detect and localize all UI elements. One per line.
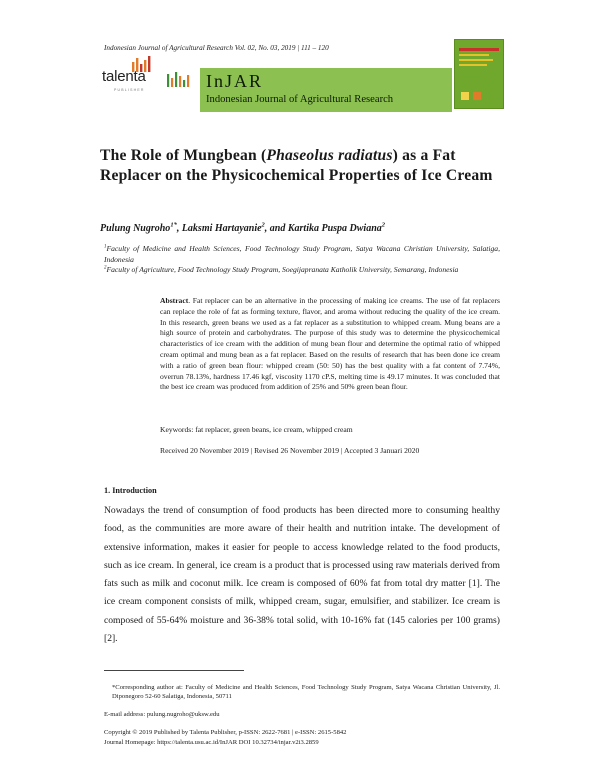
- journal-header: [102, 56, 502, 105]
- corresponding-author-footnote: *Corresponding author at: Faculty of Medicine and Health Sciences, Food Technology Study Program, Satya Wacana Christian University, Jl. Diponegoro 52-60 Salatiga, Indonesia, 50711: [112, 684, 500, 701]
- publisher-logo: [102, 56, 198, 100]
- submission-dates: Received 20 November 2019 | Revised 26 November 2019 | Accepted 3 Januari 2020: [160, 446, 420, 455]
- journal-title-box: [200, 68, 452, 112]
- affiliation-2: $^2$Faculty of Agriculture, Food Technology Study Program, Soegijapranata Katholik University, Semarang, Indonesia: [104, 265, 459, 274]
- journal-homepage-line: Journal Homepage: https://talenta.usu.ac.id/InJAR DOI 10.32734/injar.v2i3.2859: [104, 739, 319, 746]
- title-part-2: ) as a Fat Replacer on the Physicochemical Properties of Ice Cream: [100, 147, 493, 184]
- paper-title: [100, 146, 500, 186]
- copyright-line: Copyright © 2019 Published by Talenta Publisher, p-ISSN: 2622-7681 | e-ISSN: 2615-5842: [104, 729, 347, 736]
- logo-word: talenta: [102, 68, 146, 85]
- title-species-name: Phaseolus radiatus: [266, 147, 393, 164]
- journal-full-name: Indonesian Journal of Agricultural Research: [206, 94, 394, 105]
- author-3: and Kartika Puspa Dwiana: [269, 223, 382, 234]
- logo-tail-bars-icon: [166, 72, 194, 88]
- section-heading: 1. Introduction: [104, 486, 157, 495]
- logo-subtext: PUBLISHER: [114, 88, 145, 92]
- affiliation-1: $^1$Faculty of Medicine and Health Sciences, Food Technology Study Program, Satya Wacana Christian University, Salatiga, Indonesia: [104, 244, 500, 264]
- author-2: Laksmi Hartayanie: [181, 223, 262, 234]
- abstract-label: Abstract: [160, 296, 189, 305]
- author-2-sup: 2: [261, 221, 265, 229]
- journal-cover-thumbnail: [454, 39, 504, 109]
- running-head: Indonesian Journal of Agricultural Research Vol. 02, No. 03, 2019 | 111 – 120: [104, 44, 329, 52]
- abstract-text: . Fat replacer can be an alternative in the processing of making ice creams. The use of fat replacers can replace the role of fat as forming texture, flavor, and aroma without reducing the quality of the ice cream. In this research, green beans we used as a fat replacer as a substitution to whipped cream. Mung beans are a high source of protein and carbohydrates. The purpose of this study was to determine the physicochemical characteristics of ice cream with the addition of mung bean flour and determine the optimal ratio of whipped cream optimal and mung bean as a fat replacer. Based on the results of research that has been done ice cream with a ratio of green bean flour: whipped cream (50: 50) has the best quality with a fat content of 7.74%, overrun 78.13%, hardness 17.46 kgf, viscosity 1170 cP.S, melting time is 49.17 minutes. It was concluded that the best ice cream was produced from addition of 25% and 50% green bean flour.: [160, 296, 500, 392]
- body-paragraph: Nowadays the trend of consumption of food products has been directed more to consuming healthy food, as the communities are more aware of their health and nutrition intake. The development of extensive information, makes it easier for people to access knowledge related to the food products, such as ice cream. In general, ice cream is a product that is processed using raw materials derived from fats such as milk and coconut milk. Ice cream is composed of 60% fat from total dry matter [1]. The ice cream component consists of milk, whipped cream, sugar, emulsifier, and stabilizer. Ice cream is composed of 55-64% moisture and 36-38% total solid, with 10-16% fat (145 calories per 100 grams) [2].: [104, 505, 500, 645]
- abstract: [160, 296, 500, 393]
- author-3-sup: 2: [381, 221, 386, 229]
- footnote-divider: [104, 670, 244, 671]
- keywords: Keywords: fat replacer, green beans, ice cream, whipped cream: [160, 425, 353, 434]
- author-email: E-mail address: pulung.nugroho@uksw.edu: [104, 711, 220, 718]
- author-1: Pulung Nugroho: [100, 223, 171, 234]
- title-part-1: The Role of Mungbean (: [100, 147, 267, 164]
- author-list: Pulung Nugroho$^{1*}$, Laksmi Hartayanie$^2$, and Kartika Puspa Dwiana$^2$: [100, 221, 386, 234]
- author-1-sup: 1*: [170, 221, 177, 229]
- copyright-block: [104, 728, 346, 748]
- journal-abbreviation: InJAR: [206, 71, 264, 91]
